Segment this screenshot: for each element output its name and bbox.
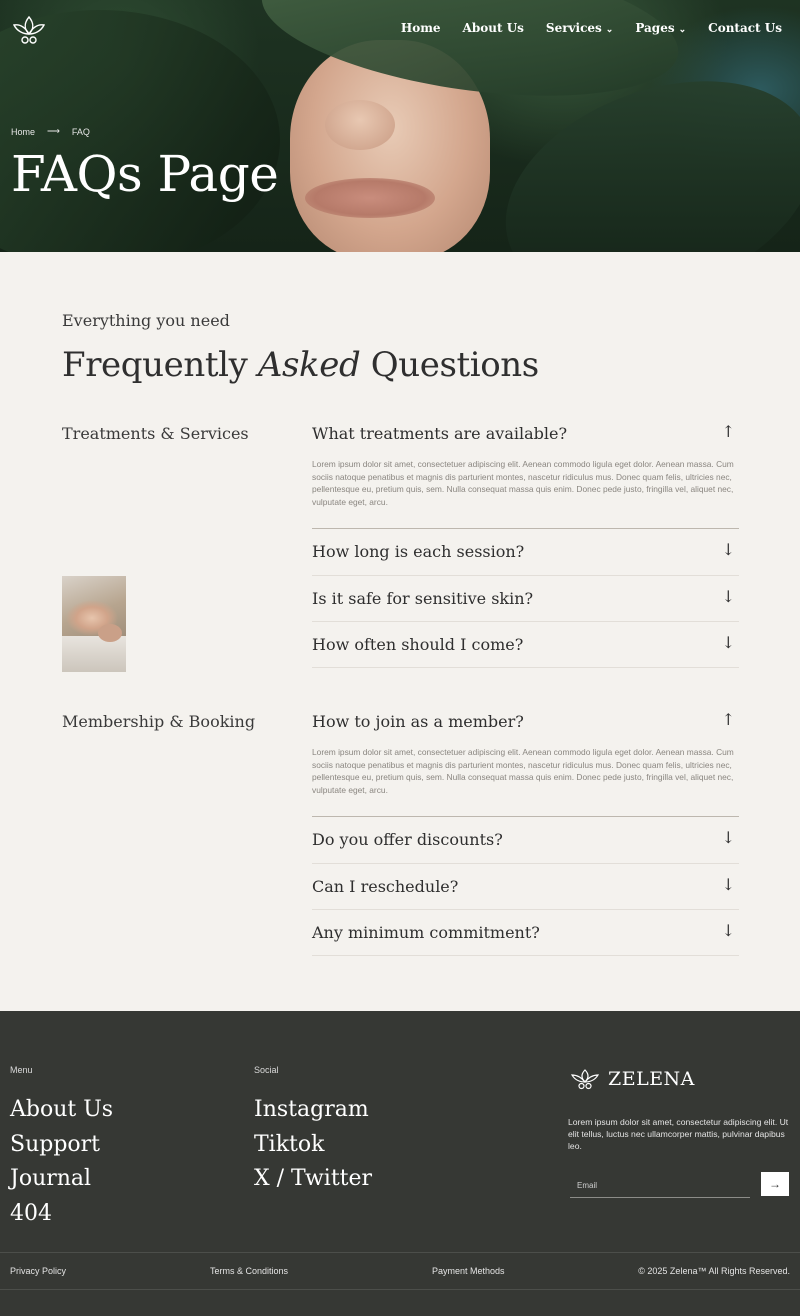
faq-answer: Lorem ipsum dolor sit amet, consectetuer adipiscing elit. Aenean commodo ligula eget dolor. Aenean massa. Cum sociis natoque penatibus et magnis dis parturient montes, nascetur ridiculus mus. Donec quam felis, ultricies nec, pellentesque eu, pretium quis, sem. Nulla consequat massa quis enim. Donec pede justo, fringilla vel, aliquet nec, vulputate eget, arcu. — [312, 747, 734, 795]
site-footer — [0, 1011, 800, 1316]
arrow-down-icon[interactable]: ↓ — [721, 540, 735, 560]
footer-link-instagram[interactable]: Instagram — [254, 1097, 369, 1122]
faq-question: What treatments are available? — [312, 424, 568, 443]
lotus-logo-icon — [570, 1068, 600, 1090]
faq-item[interactable] — [312, 817, 739, 864]
breadcrumb-home[interactable]: Home — [11, 126, 36, 137]
faq-question-row[interactable] — [312, 712, 739, 746]
lotus-logo-icon[interactable] — [11, 14, 47, 46]
nav-label: Pages — [635, 21, 675, 35]
arrow-down-icon[interactable]: ↓ — [721, 875, 735, 895]
faq-list-membership — [312, 712, 739, 956]
image-detail — [62, 636, 126, 672]
footer-link-support[interactable]: Support — [10, 1131, 101, 1157]
footer-description: Lorem ipsum dolor sit amet, consectetur adipiscing elit. Ut elit tellus, luctus nec ullamcorper mattis, pulvinar dapibus leo. — [568, 1117, 789, 1151]
footer-divider — [0, 1252, 800, 1253]
breadcrumb — [11, 126, 90, 137]
arrow-down-icon[interactable]: ↓ — [721, 921, 735, 941]
nav-pages[interactable] — [635, 21, 686, 35]
faq-item[interactable] — [312, 910, 739, 956]
section-eyebrow: Everything you need — [62, 311, 230, 330]
faq-item[interactable] — [312, 622, 739, 668]
faq-question: How to join as a member? — [312, 712, 524, 731]
title-part: Questions — [370, 345, 539, 385]
footer-link-payment-methods[interactable]: Payment Methods — [432, 1266, 505, 1276]
footer-link-tiktok[interactable]: Tiktok — [254, 1131, 325, 1157]
footer-link-terms[interactable]: Terms & Conditions — [210, 1266, 289, 1276]
email-field[interactable]: Email — [570, 1174, 750, 1198]
faq-question: How often should I come? — [312, 635, 524, 655]
faq-question: Is it safe for sensitive skin? — [312, 589, 534, 609]
faq-list-treatments — [312, 424, 739, 668]
arrow-right-icon: → — [769, 1177, 781, 1191]
footer-link-journal[interactable]: Journal — [10, 1166, 92, 1191]
faq-answer: Lorem ipsum dolor sit amet, consectetuer adipiscing elit. Aenean commodo ligula eget dolor. Aenean massa. Cum sociis natoque penatibus et magnis dis parturient montes, nascetur ridiculus mus. Donec quam felis, ultricies nec, pellentesque eu, pretium quis, sem. Nulla consequat massa quis enim. Donec pede justo, fringilla vel, aliquet nec, vulputate eget, arcu. — [312, 459, 734, 507]
nav-label: About Us — [462, 21, 524, 35]
section-title — [62, 345, 539, 385]
faq-question: Do you offer discounts? — [312, 830, 503, 850]
footer-social-label: Social — [254, 1065, 279, 1075]
footer-link-404[interactable]: 404 — [10, 1200, 52, 1226]
newsletter-submit-button[interactable] — [761, 1172, 789, 1196]
faq-item[interactable] — [312, 864, 739, 910]
main-nav — [401, 21, 782, 35]
faq-item[interactable] — [312, 424, 739, 529]
arrow-up-icon[interactable]: ↑ — [721, 422, 735, 441]
facial-treatment-image — [62, 576, 126, 672]
nav-label: Contact Us — [708, 21, 782, 35]
arrow-down-icon[interactable]: ↓ — [721, 633, 735, 653]
brand-name: ZELENA — [608, 1068, 695, 1090]
title-part: Frequently — [62, 345, 248, 385]
footer-brand[interactable] — [570, 1068, 695, 1090]
faq-category-treatments: Treatments & Services — [62, 424, 249, 443]
chevron-down-icon: ⌄ — [605, 25, 614, 35]
faq-item[interactable] — [312, 529, 739, 576]
breadcrumb-current: FAQ — [71, 126, 90, 137]
faq-question-row[interactable] — [312, 424, 739, 458]
footer-divider — [0, 1289, 800, 1290]
arrow-down-icon[interactable]: ↓ — [721, 828, 735, 848]
copyright-text: © 2025 Zelena™ All Rights Reserved. — [638, 1266, 790, 1276]
faq-question: Can I reschedule? — [312, 877, 459, 897]
footer-link-about-us[interactable]: About Us — [10, 1097, 114, 1122]
faq-category-membership: Membership & Booking — [62, 712, 256, 731]
faq-question: Any minimum commitment? — [312, 923, 540, 943]
faq-question: How long is each session? — [312, 542, 525, 562]
faq-item[interactable] — [312, 576, 739, 622]
nav-contact-us[interactable] — [708, 21, 782, 35]
hero-banner — [0, 0, 800, 252]
page-title: FAQs Page — [11, 145, 279, 203]
faq-item[interactable] — [312, 712, 739, 817]
image-detail — [98, 624, 122, 642]
footer-link-privacy-policy[interactable]: Privacy Policy — [10, 1266, 67, 1276]
nav-label: Services — [545, 21, 602, 35]
footer-menu-label: Menu — [10, 1065, 33, 1075]
nav-label: Home — [400, 21, 441, 35]
footer-link-x-twitter[interactable]: X / Twitter — [254, 1166, 373, 1191]
nav-about-us[interactable] — [463, 21, 524, 35]
footer-menu-links — [10, 1093, 113, 1231]
chevron-down-icon: ⌄ — [678, 25, 687, 35]
nav-services[interactable] — [546, 21, 613, 35]
arrow-right-icon: ⟶ — [47, 126, 60, 136]
nav-home[interactable] — [401, 21, 441, 35]
hero-face-lips — [305, 178, 435, 218]
arrow-down-icon[interactable]: ↓ — [721, 587, 735, 607]
hero-face-nose — [325, 100, 395, 150]
arrow-up-icon[interactable]: ↑ — [721, 710, 735, 729]
title-italic: Asked — [257, 345, 361, 385]
footer-social-links — [254, 1093, 372, 1197]
